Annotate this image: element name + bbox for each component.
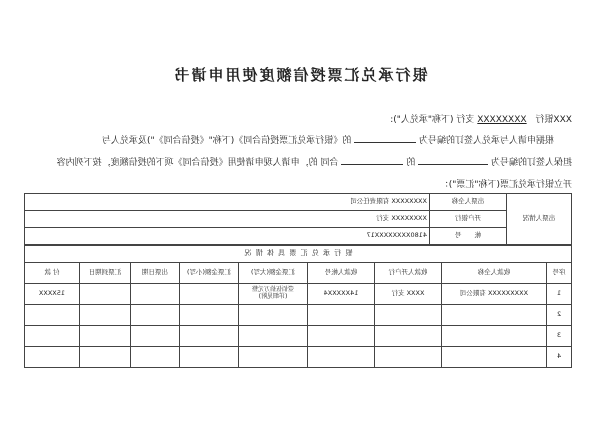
paragraph-line-4 [24,177,572,190]
row-amount-upper[interactable] [239,326,308,347]
row-no: 2 [547,305,572,326]
para3-text-d: 的，申请人现申请使用《授信合同》项下的授信额度，按下列内容 [56,158,318,168]
row-payee[interactable] [442,305,547,326]
row-due-date[interactable] [80,347,131,368]
header-amount-upper: 汇票金额(大写) [239,263,308,284]
row-payee[interactable]: XXXXXXXXX 有限公司 [442,284,547,305]
row-payee-bank[interactable] [375,305,442,326]
row-amount-lower[interactable] [180,305,239,326]
row-issue-date[interactable] [131,326,180,347]
row-issue-date[interactable] [131,305,180,326]
row-due-date[interactable] [80,326,131,347]
para3-text-c: 合同 [320,158,339,168]
header-no: 序号 [547,263,572,284]
row-payment[interactable] [25,305,80,326]
row-payment[interactable] [25,347,80,368]
para3-text-a: 担保人签订的编号为 [490,158,572,168]
salutation-note: (下称"承兑人"): [390,115,454,125]
header-payee-account: 收款人帐号 [308,263,375,284]
row-no: 4 [547,347,572,368]
para4-text: 开立银行承兑汇票(下称"汇票")： [439,180,572,190]
row-amount-lower[interactable] [180,326,239,347]
row-payee[interactable] [442,326,547,347]
row-amount-lower[interactable] [180,347,239,368]
drawer-info-table [24,193,572,245]
branch-name: XXXXXXXX [477,115,527,125]
drawer-name-label: 出票人全称 [430,194,507,211]
row-no: 1 [547,284,572,305]
branch-suffix: 支行 [456,115,475,125]
paragraph-line-3 [24,155,572,168]
row-payee-account[interactable] [308,347,375,368]
table-row [25,284,572,305]
header-amount-lower: 汇票金额(小写) [180,263,239,284]
row-issue-date[interactable] [131,347,180,368]
row-issue-date[interactable] [131,284,180,305]
row-payee-bank[interactable]: XXXX 支行 [375,284,442,305]
para3-text-b: 的 [406,158,416,168]
draft-detail-table [24,245,572,368]
drawer-name-value[interactable]: XXXXXXXX 有限责任公司 [25,194,430,211]
header-payment: 付 款 [25,263,80,284]
row-amount-upper-line2: (详细见附) [258,293,288,300]
contract-type-blank[interactable] [341,155,403,165]
row-amount-upper[interactable] [239,347,308,368]
row-payee-account[interactable] [308,326,375,347]
row-amount-upper[interactable] [239,305,308,326]
paragraph-line-2 [24,133,572,146]
header-payee-bank: 收款人开户行 [375,263,442,284]
row-payee-account[interactable]: 14XXXXX4 [308,284,375,305]
drawer-account-value[interactable]: 4180XXXXXXXX17 [25,228,430,245]
guarantee-number-blank[interactable] [418,155,488,165]
row-amount-lower[interactable] [180,284,239,305]
table-row [25,305,572,326]
row-due-date[interactable] [80,305,131,326]
row-due-date[interactable] [80,284,131,305]
row-payee[interactable] [442,347,547,368]
contract-number-blank[interactable] [354,133,416,143]
drawer-bank-label: 开户银行 [430,211,507,228]
drawer-bank-value[interactable]: XXXXXXXX 支行 [25,211,430,228]
detail-section-title: 银 行 承 兑 汇 票 具 体 情 况 [25,246,572,263]
header-payee: 收款人全称 [442,263,547,284]
row-payee-account[interactable] [308,305,375,326]
salutation-line [24,112,572,125]
row-payee-bank[interactable] [375,326,442,347]
row-payment[interactable]: 15XXXX [25,284,80,305]
table-row [25,326,572,347]
drawer-account-label: 帐 号 [430,228,507,245]
bank-name: XXX银行 [535,115,572,125]
row-amount-upper-line1: 壹佰伍拾万元整 [252,286,295,294]
row-no: 3 [547,326,572,347]
table-row [25,347,572,368]
row-amount-upper[interactable] [239,284,308,305]
row-payment[interactable] [25,326,80,347]
para2-text-a: 根据申请人与承兑人签订的编号为 [418,136,554,146]
header-due-date: 汇票到期日 [80,263,131,284]
para2-text-b: 的《银行承兑汇票授信合同》(下称"《授信合同》")及承兑人与 [101,136,352,146]
row-payee-bank[interactable] [375,347,442,368]
header-issue-date: 出票日期 [131,263,180,284]
document-title: 银行承兑汇票授信额度使用申请书 [172,66,428,84]
drawer-section-label: 出票人情况 [507,194,572,245]
